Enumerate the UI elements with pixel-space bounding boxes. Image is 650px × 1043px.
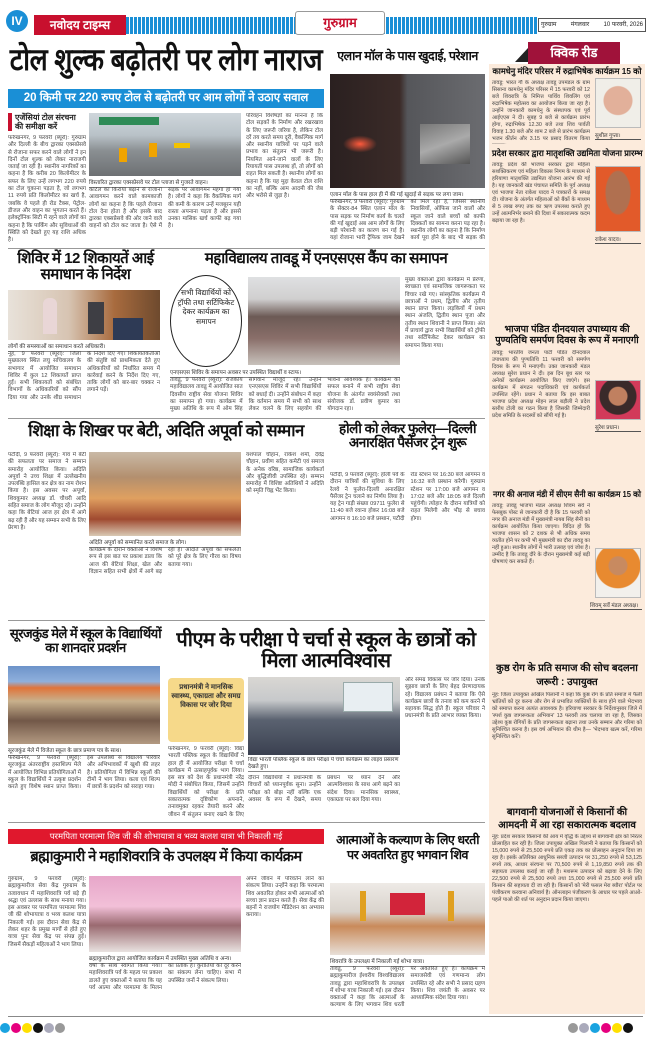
quick-read-headline-3: भाजपा पंडित दीनदयाल उपाध्याय की पुण्यतिथि समर्पण दिवस के रूप में मनाएगी (495, 324, 639, 346)
surajkund-headline: सूरजकुंड मेले में स्कूल के विद्यार्थियों का शानदार प्रदर्शन (9, 626, 162, 655)
brahma-body-middle: वर्षों के साथ स्वागत किया गया। महाशिवरात्रि पर्व के महत्व पर प्रकाश डालते हुए वक्ताओं ने बताया कि यह पर्व आत्मा और परमात्मा के मिलन का प्रतीक है। कुरीतियों को दूर करने का संकल्प लेना चाहिए। सभा में उपस्थित जनों ने संकल्प लिया। (89, 963, 241, 991)
quick-read-caption-3: सुरेश प्रधान। (595, 423, 641, 432)
brahma-body-left: गुरुग्राम, 9 फरवरी (ब्यूरो): ब्रह्माकुमारीज सेवा केंद्र गुरुग्राम के तत्वावधान में महाशिवरात्रि पर्व बड़े ही श्रद्धा एवं उल्लास के साथ मनाया गया। इस अवसर पर परमपिता परमात्मा शिव जी की शोभायात्रा व भव्य कलश यात्रा निकाली गई। इस दौरान सेवा केंद्र से लेकर शहर के प्रमुख मार्गों से होते हुए यात्रा पुनः सेवा केंद्र पर संपन्न हुई। जिसमें सैकड़ों महिलाओं ने भाग लिया। (8, 876, 86, 948)
photo-camp (8, 290, 160, 340)
header-date: 10 फरवरी, 2026 (603, 22, 643, 28)
lead-body-left: फर्रुखनगर, 9 फरवरी (ब्यूरो): गुरुग्राम और दिल्ली के बीच द्वारका एक्सप्रेसवे से रोजाना सफर करने वाले लोगों ने इन दिनों टोल शुल्क को लेकर नाराजगी जताई जा रही है। स्थानीय नागरिकों का कहना है कि करीब 20 किलोमीटर के सफर के लिए उन्हें लगभग 220 रुपये का टोल चुकाना पड़ता है, जो लगभग 11 रुपये प्रति किलोमीटर का खर्च है, जबकि वे पहले ही रोड टैक्स, पेट्रोल-डीजल और वाहन का भुगतान करते हैं। इलेक्ट्रॉनिक सिटी में रहने वाले लोगों का कहना है कि पार्किंग और सुविधाओं की स्थिति को देखते हुए यह राशि अधिक है। (8, 135, 86, 244)
camp-headline: शिविर में 12 शिकायतें आई समाधान के निर्देश (17, 250, 154, 283)
quick-read-photo-3 (595, 380, 641, 420)
divider (8, 418, 485, 419)
nss-body: तावडू, 9 फरवरी (ब्यूरो): राजकीय महाविद्यालय तावडू में आयोजित सात दिवसीय राष्ट्रीय सेवा योजना शिविर का समापन हो गया। कार्यक्रम में मुख्य अतिथि के रूप में ओम सिंह सांगवान मौजूद रहे। उन्होंने एनएसएस शिविर में सभी विद्यार्थियों को बधाई दी। उन्होंने संबोधन में कहा कि वर्तमान समय में सभी को साथ लेकर चलने के लिए सहयोग की भावना आवश्यक है। कार्यक्रम को सफल बनाने में सभी राष्ट्रीय सेवा योजना के अंतर्गत स्वयंसेवकों तथा संयोजक डॉ. प्रवीण कुमार का योगदान रहा। (170, 377, 400, 413)
quick-read-body-2: तावडू: प्रदेश की भाजपा सरकार द्वारा महिला सशक्तिकरण एवं महिला विकास निगम के माध्यम से हरियाणा मातृशक्ति उद्यमिता योजना आरंभ की गई है। यह जानकारी खंड पंचायत समिति के पूर्व अध्यक्ष एवं भाजपा नेता राकेश यादव ने पत्रकारों के समक्ष दी। योजना के अंतर्गत महिलाओं को बैंकों के माध्यम से 5 लाख रुपए तक का ऋण उपलब्ध कराते हुए उन्हें आत्मनिर्भर बनाने की दिशा में सकारात्मक कदम बढ़ाया जा रहा है। (492, 162, 590, 224)
brahma-strap: परमपिता परमात्मा शिव जी की शोभायात्रा व भव्य कलश यात्रा भी निकाली गई (8, 829, 324, 844)
brahma-headline: ब्रह्माकुमारी ने महाशिवरात्रि के उपलक्ष्य में किया कार्यक्रम (30, 849, 302, 865)
quick-read-flag (515, 48, 528, 62)
pm-photo-caption: विद्या भारती पब्लिक स्कूल के छात्र परीक्षा पे चर्चा कार्यक्रम का लाइव प्रसारण देखते हुए। (248, 757, 400, 772)
pm-body-middle: दौरान विद्यार्थियों ने प्रधानमंत्री के विचारों को ध्यानपूर्वक सुना। उन्होंने परीक्षा को बोझ नहीं बल्कि एक अवसर के रूप में देखने, समय प्रबंधन पर ध्यान देने और आत्मविश्वास के साथ आगे बढ़ने का संदेश दिया। मानसिक स्वास्थ्य, एकाग्रता पर बल दिया गया। (248, 775, 400, 803)
train-headline: होली को लेकर फुलेरा—दिल्ली अनारक्षित पैसेंजर ट्रेन शुरू (339, 421, 476, 451)
quick-read-title: क्विक रीड (528, 42, 620, 64)
mall-body: फर्रुखनगर, 9 फरवरी (ब्यूरो): गुरुग्राम के सेक्टर-84 स्थित एलान मॉल के पास सड़क पर निर्माण कार्य के चलते की गई खुदाई अब आम लोगों के लिए बड़ी परेशानी का कारण बन गई है। यहां रोजाना भारी ट्रैफिक जाम देखने को मिल रहा है, जिससे स्थानीय निवासियों, ऑफिस जाने वालों और स्कूल जाने वाले बच्चों को काफी दिक्कतों का सामना करना पड़ रहा है। स्थानीय लोगों का कहना है कि निर्माण कार्य पूरा होने के बाद भी सड़क की (330, 199, 485, 242)
photo-toll-plaza (89, 113, 241, 176)
quick-read-caption-2: राकेश यादव। (595, 235, 641, 244)
quick-read-caption-4: शिवम् सर्वे मंडल अध्यक्ष। (590, 601, 642, 610)
header-city: गुरुग्राम (541, 22, 557, 28)
brahma-body-right: अपने जीवन में परिवर्तन लाने का संकल्प लिया। उन्होंने कहा कि परमात्मा शिव अवतरित होकर सभी आत्माओं को सच्चा ज्ञान प्रदान करते हैं। सेवा केंद्र की बहनों ने राजयोग मेडिटेशन का अभ्यास कराया। (246, 876, 324, 919)
quick-read-headline-1: कामधेनु मंदिर परिसर में रुद्राभिषेक कार्यक्रम 15 को (492, 66, 642, 76)
nss-body-right: मुख्य वक्ताओं द्वारा कार्यक्रम में प्रेरणा, स्वच्छता एवं सामाजिक जागरूकता पर विचार रखे गए। सांस्कृतिक कार्यक्रम में छात्राओं ने प्रथम, द्वितीय और तृतीय स्थान प्राप्त किया। लड़कियों में प्रथम स्थान अंजलि, द्वितीय स्थान पूजा और तृतीय स्थान शिवानी ने प्राप्त किया। अंत में प्राचार्य द्वारा सभी विद्यार्थियों को ट्रॉफी तथा सर्टिफिकेट देकर कार्यक्रम का समापन किया गया। (405, 277, 485, 349)
photo-aditi-honour (89, 452, 241, 536)
aditi-photo-caption: अदिति अपूर्वा को सम्मानित करते समाज के लोग। (89, 538, 241, 548)
quick-read-body-4: तावडू: तावडू भाजपा मंडल अध्यक्ष शिवम सर्वे ने फेसबुक पोस्ट से जानकारी दी है कि 15 फरवरी को नगर की अनाज मंडी में मुख्यमंत्री नायब सिंह सैनी का कार्यक्रम आयोजित किया जाएगा। विदित हो कि भाजपा शासन को 2 दशक से भी अधिक समय व्यतीत होने पर कभी भी मुख्यमंत्री का दौरा तावडू का नहीं हुआ। स्थानीय लोगों में भारी उत्साह एवं जोश है। उम्मीद है कि तावडू दौरे के दौरान मुख्यमंत्री कई बड़ी घोषणाएं कर सकते हैं। (492, 503, 590, 565)
shiva-photo-caption: शिवरात्रि के उपलक्ष्य में निकाली गई शोभा यात्रा। (330, 957, 485, 967)
header-day: मंगलवार (570, 22, 590, 28)
lead-subhead: 20 किमी पर 220 रुपए टोल से बढ़ोतरी पर आम लोगों ने उठाए सवाल (8, 89, 324, 108)
surajkund-photo-caption: सूरजकुंड मेले में विजेता स्कूल के छात्र प्रमाण पत्र के साथ। (8, 746, 160, 756)
quick-read-photo-1 (595, 78, 641, 128)
surajkund-body: फर्रुखनगर, 9 फरवरी (ब्यूरो): सूरजकुंड अंतरराष्ट्रीय हस्तशिल्प मेले में आयोजित विभिन्न प्रतियोगिताओं में स्कूल के विद्यार्थियों ने उत्कृष्ट प्रदर्शन करते हुए विशेष स्थान प्राप्त किया। इस उपलब्धि से विद्यालय परिवार और अभिभावकों में खुशी की लहर है। प्रतियोगिता में विभिन्न स्कूलों की टीमों ने भाग लिया। कला एवं शिल्प में छात्रों के प्रदर्शन को सराहा गया। (8, 755, 160, 791)
masthead-logo: नवोदय टाइम्स (34, 15, 126, 35)
lead-body-middle: कोटेल का किराया बढ़ाने से रोजाना आवागमन करने वाले कामकाजी लोगों का कहना है कि पहले रोजाना टोल देना होता है और इसके बाद द्वारका एक्सप्रेसवे की ओर जाने वाले वाहनों को टोल कट जाता है। ऐसे में सड़क पर आवागमन महंगा हो गया है। लोगों ने कहा कि वैकल्पिक मार्ग की कमी के कारण उन्हें मजबूरन यही रास्ता अपनाना पड़ता है और इससे उनका मासिक खर्च काफी बढ़ गया है। (89, 187, 241, 230)
quick-read-body-3: तावडू: भारतीय जनता पार्टी पंडित दीनदयाल उपाध्याय की पुण्यतिथि 11 फरवरी को समर्पण दिवस के रूप में मनाएगी। उक्त जानकारी मंडल अध्यक्ष सुरेश प्रधान ने दी। इस दिन बूथ स्तर पर अनेकों कार्यक्रम आयोजित किए जाएंगे। इस कार्यक्रम में संगठन पदाधिकारी एवं कार्यकर्ता उपस्थित रहेंगे। प्रधान ने बताया कि इस बाबत भाजपा प्रदेश अध्यक्ष मोहन लाल बड़ौली ने प्रदेश स्तरीय टोली का गठन किया है जिसकी जिम्मेदारी प्रदेश समिति के सदस्यों को सौंपी गई है। (492, 350, 590, 419)
brahma-photo-caption: ब्रह्माकुमारीज द्वारा आयोजित कार्यक्रम में उपस्थित मुख्य अतिथि व अन्य। (89, 954, 241, 964)
divider (8, 248, 485, 249)
aditi-body-left: पटौदी, 9 फरवरी (ब्यूरो): गांव में बेटी की सफलता पर समाज ने सम्मान समारोह आयोजित किया। अदिति अपूर्वा ने उच्च शिक्षा में उल्लेखनीय उपलब्धि हासिल कर क्षेत्र का नाम रोशन किया है। इस अवसर पर अपूर्वा, शिवकुमार अध्यक्ष डॉ. चौधरी आदि सहित समाज के लोग मौजूद रहे। उन्होंने कहा कि बेटियां आज हर क्षेत्र में आगे बढ़ रही हैं और यह सम्मान सभी के लिए प्रेरणा है। (8, 452, 86, 531)
photo-mall-traffic (330, 74, 485, 188)
mall-photo-caption: एलान मॉल के पास हाल ही में की गई खुदाई से सड़क पर लगा जाम। (330, 190, 485, 200)
header-date-box (538, 18, 646, 32)
nss-callout: सभी विद्यार्थियों को ट्रॉफी तथा सर्टिफिकेट देकर कार्यक्रम का समापन (170, 275, 242, 367)
quick-read-headline-2: प्रदेश सरकार द्वारा मातृशक्ति उद्यमिता योजना प्रारम्भ (492, 148, 643, 158)
color-registration-marks-right (568, 1020, 634, 1038)
camp-photo-caption: लोगों की समस्याओं का समाधान करते अधिकारी। (8, 342, 160, 352)
camp-body: नूंह, 9 फरवरी (ब्यूरो): जिला मुख्यालय स्थित लघु सचिवालय के सभागार में आयोजित समाधान शिविर में कुल 12 शिकायतें प्राप्त हुईं। सभी शिकायतों को संबंधित विभागों के अधिकारियों को सौंप दिया गया और उनके शीघ्र समाधान के निर्देश दिए गए। शिकायतकर्ताओं की संतुष्टि को प्राथमिकता देते हुए अधिकारियों को निर्धारित समय में कार्रवाई करने के निर्देश दिए गए, ताकि लोगों को बार-बार चक्कर न लगाने पड़ें। (8, 351, 160, 401)
quick-read-caption-1: सुशील गुप्ता। (595, 131, 641, 140)
quick-read-photo-4 (595, 548, 641, 598)
lead-body-right: परिवहन विशेषज्ञों का मानना है कि टोल सड़कों के निर्माण और रखरखाव के लिए जरूरी जरिया है, लेकिन टोल दरें तय करते समय दूरी, वैकल्पिक मार्ग और स्थानीय यात्रियों पर पड़ने वाले प्रभाव का संतुलन भी जरूरी है। नियमित आने-जाने वालों के लिए रियायती पास उपलब्ध हों, तो लोगों को राहत मिल सकती है। स्थानीय लोगों का कहना है कि यह मुद्दा केवल टोल राशि का नहीं, बल्कि आम आदमी की जेब और भरोसे से जुड़ा है। (246, 113, 323, 200)
lead-headline: टोल शुल्क बढ़ोतरी पर लोग नाराज (9, 42, 323, 77)
photo-shiva-yatra (330, 883, 485, 955)
aditi-headline: शिक्षा के शिखर पर बेटी, अदिति अपूर्वा को सम्मान (28, 422, 304, 440)
quick-read-body-5: नूंह: जिला उपायुक्त अखिल पिलानी ने कहा कि कुष्ठ रोग के प्रति समाज में फैली भ्रांतियों को दूर करना और रोग से प्रभावित व्यक्तियों के साथ होने वाले भेदभाव को समाप्त करना अत्यंत आवश्यक है। हरियाणा सरकार के निर्देशानुसार जिले में 'स्पर्श कुष्ठ जागरूकता अभियान' 13 फरवरी तक चलाया जा रहा है, जिसका उद्देश्य कुष्ठ रोगियों के प्रति जागरूकता बढ़ाना तथा उनके सम्मान और गरिमा को सुनिश्चित करना है। इस वर्ष अभियान की थीम है— 'भेदभाव खत्म करें, गरिमा सुनिश्चित करें'। (492, 692, 642, 740)
photo-nss-group (248, 277, 400, 365)
aditi-body-middle: कार्यक्रम के दौरान वक्ताओं ने विशेष रूप से इस बात पर प्रकाश डाला कि आज की बेटियां शिक्षा, खेल और विज्ञान सहित सभी क्षेत्रों में आगे बढ़ रही हैं। अदिति अपूर्वा की सफलता को पूरे क्षेत्र के लिए गौरव का विषय बताया गया। (89, 547, 241, 575)
color-registration-marks-left (0, 1020, 66, 1038)
quick-read-headline-5: कुष्ठ रोग के प्रति समाज की सोच बदलना जरूरी : उपायुक्त (496, 663, 638, 688)
pm-body-right: और समग्र विकास पर जोर दिया। उनके सुझाव छात्रों के लिए बेहद प्रेरणादायक रहे। विद्यालय प्रबंधन ने बताया कि ऐसे कार्यक्रम छात्रों के तनाव को कम करने में सहायक सिद्ध होते हैं। स्कूल परिवार ने प्रधानमंत्री के प्रति आभार व्यक्त किया। (405, 677, 485, 720)
divider (8, 822, 485, 823)
quick-read-body-1: तावडू: भारत गौ के अध्यक्ष तावडू उपमंडल के ग्राम सिसाना कामधेनु मंदिर परिसर में 15 फरवरी को 12 बजे शिवरात्रि के निमित्त पार्थिव शिवलिंग एवं रुद्राभिषेक महोत्सव का आयोजन किया जा रहा है। उन्होंने जानकारी कामधेनु के संस्थापक एवं पूर्व आईएएस ने दी। सुबह 9 बजे से कार्यक्रम प्रारंभ होगा, रुद्राभिषेक 12.30 बजे तथा शिव पार्वती विवाह 1.30 बजे और शाम 2 बजे से प्रारंभ कार्यक्रम भजन कीर्तन और 3.15 पर प्रसाद वितरण किया (492, 80, 590, 142)
photo-surajkund (8, 666, 160, 744)
photo-brahmakumari (89, 876, 241, 952)
shiva-body: तावडू, 9 फरवरी (ब्यूरो): ब्रह्माकुमारीज ईश्वरीय विश्वविद्यालय तावडू द्वारा महाशिवरात्रि के उपलक्ष्य में शोभा यात्रा निकाली गई। इस दौरान वक्ताओं ने कहा कि आत्माओं के कल्याण के लिए भगवान शिव धरती पर अवतरित हुए हैं। कार्यक्रम में समाजसेवी एवं गणमान्य लोग उपस्थित रहे और सभी ने प्रसाद ग्रहण किया। शिव जयंती के अवसर पर आध्यात्मिक संदेश दिया गया। (330, 966, 485, 1009)
quick-read-headline-6: बागवानी योजनाओं से किसानों की आमदनी में आ रहा सकारात्मक बदलाव (498, 807, 636, 831)
nss-headline: महाविद्यालय तावडू में एनएसएस कैंप का समापन (204, 250, 448, 267)
shiva-headline: आत्माओं के कल्याण के लिए धरती पर अवतरित हुए भगवान शिव (336, 833, 479, 862)
photo-pm-classroom (248, 677, 400, 755)
pm-body-left: फर्रुखनगर, 9 फरवरी (ब्यूरो): विद्या भारती पब्लिक स्कूल के विद्यार्थियों ने हाल ही में आयोजित परीक्षा पे चर्चा कार्यक्रम में उत्साहपूर्वक भाग लिया। इस सत्र को देश के प्रधानमंत्री नरेंद्र मोदी ने संबोधित किया, जिसमें उन्होंने विद्यार्थियों को परीक्षा के प्रति सकारात्मक दृष्टिकोण अपनाने, तनावमुक्त रहकर तैयारी करने और जीवन में संतुलन बनाए रखने के लिए (168, 746, 244, 818)
pm-headline: पीएम के परीक्षा पे चर्चा से स्कूल के छात्रों को मिला आत्मविश्वास (176, 629, 476, 672)
quick-read-body-6: नूंह: प्रदेश सरकार किसानों की आय में वृद्धि के उद्देश्य से बागवानी क्षेत्र को निरंतर प्रोत्साहित कर रही है। जिला उपायुक्त अखिल पिलानी ने बताया कि किसानों को 15,000 रुपये से 25,500 रुपये प्रति एकड़ तक का प्रोत्साहन अनुदान दिया जा रहा है। इसके अतिरिक्त आधुनिक सब्जी उत्पादन पर 31,250 रुपये से 53,125 रुपये तक, आधार संरचना पर 70,500 रुपये से 1,19,850 रुपये तक की सहायता उपलब्ध कराई जा रही है। मशरूम उत्पादन को बढ़ावा देने के लिए 22,500 रुपये से 25,500 रुपये तथा 15,000 रुपये से 25,500 रुपये प्रति किसान की सहायता दी जा रही है। किसानों को 'मेरी फसल मेरा ब्यौरा' पोर्टल पर पंजीकरण करवाना अनिवार्य है। ऑनलाइन पंजीकरण के आधार पर पहले आओ-पहले पाओ की शर्त पर अनुदान प्रदान किया जाएगा। (492, 834, 642, 903)
section-label: गुरुग्राम (295, 11, 385, 35)
mall-headline: एलान मॉल के पास खुदाई, परेशान (337, 49, 478, 63)
lead-photo-caption: विस्तारित द्वारका एक्सप्रेसवे पर टोल प्लाजा से गुजरते वाहन। (89, 178, 241, 188)
quick-read-photo-2 (595, 166, 641, 232)
lead-sidebox: एजेंसियां टोल संरचना की समीक्षा करें (8, 113, 86, 131)
pm-callout: प्रधानमंत्री ने मानसिक स्वास्थ्य, एकाग्रता और समग्र विकास पर जोर दिया (168, 678, 244, 742)
page-number-badge: IV (6, 10, 28, 32)
aditi-body-right: यशपाल चौहान, राकेश शर्मा, देवेंद्र चौहान, प्रवीण सहित कमेटी एवं समाज के अनेक वरिष्ठ, सामाजिक कार्यकर्ता और बुद्धिजीवी उपस्थित रहे। सम्मान समारोह में विशिष्ट अतिथियों ने अदिति को स्मृति चिह्न भेंट किया। (246, 452, 324, 495)
nss-photo-caption: एनएसएस शिविर के समापन अवसर पर उपस्थित विद्यार्थी व स्टाफ। (170, 368, 400, 378)
quick-read-headline-4: नगर की अनाज मंडी में सीएम सैनी का कार्यक्रम 15 को (492, 489, 642, 499)
train-body: पटौदी, 9 फरवरी (ब्यूरो): होली पर्व के दौरान यात्रियों की सुविधा के लिए रेलवे ने फुलेरा-दिल्ली अनारक्षित पैसेंजर ट्रेन चलाने का निर्णय लिया है। यह ट्रेन गाड़ी संख्या 09711 फुलेरा से 11:40 बजे रवाना होकर 16:08 बजे आगमन व 16:10 बजे प्रस्थान, पटौदी रोड स्टेशन पर 16:30 बजे आगमन व 16:32 बजे प्रस्थान करेगी। गुरुग्राम स्टेशन पर 17:00 बजे आगमन व 17:02 बजे और 18:05 बजे दिल्ली पहुंचेगी। त्योहार के दौरान यात्रियों को राहत मिलेगी और भीड़ से बचाव होगा। (330, 472, 485, 522)
divider (8, 620, 485, 621)
bottom-rule (8, 1016, 643, 1017)
